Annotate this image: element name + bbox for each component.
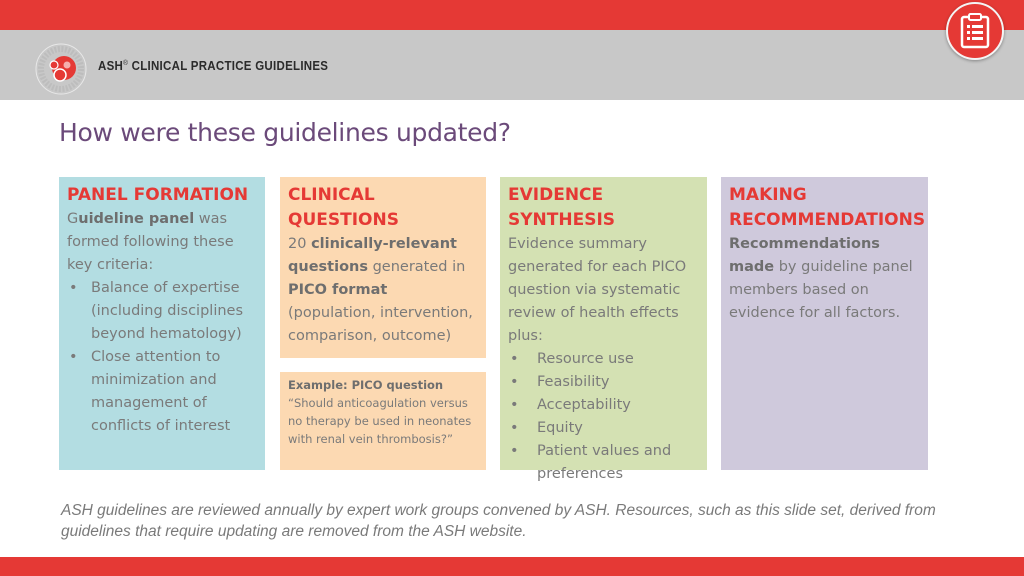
panel-formation-box [59,177,265,470]
brand-title: ASH® CLINICAL PRACTICE GUIDELINES [98,59,329,73]
clinical-questions-text: 20 clinically-relevant questions generated in PICO format (population, intervention, comparison, outcome) [288,236,473,344]
ash-logo-icon [34,42,88,96]
list-item: • Patient values and preferences [508,440,699,486]
clinical-questions-box [280,177,486,358]
clinical-questions-heading: CLINICAL QUESTIONS [288,185,399,230]
list-item: • Close attention to minimization and management of conflicts of interest [67,346,257,438]
pico-example-label: Example: PICO question [288,378,444,392]
list-item: • Resource use [508,348,699,371]
evidence-synthesis-heading: EVIDENCE SYNTHESIS [508,185,616,230]
bottom-accent-bar [0,557,1024,576]
page-title: How were these guidelines updated? [59,118,511,147]
footer-note: ASH guidelines are reviewed annually by expert work groups convened by ASH. Resources, such as this slide set, derived from guidelines that require updating are removed from the ASH website. [61,502,936,540]
list-item: • Acceptability [508,394,699,417]
clipboard-icon [946,2,1004,60]
panel-formation-heading: PANEL FORMATION [67,185,249,205]
making-recommendations-heading: MAKING RECOMMENDATIONS [729,185,926,230]
top-accent-bar [0,0,1024,30]
panel-formation-intro: Guideline panel was formed following these key criteria: [67,211,234,273]
pico-example-text: “Should anticoagulation versus no therapy be used in neonates with renal vein thrombosis?” [288,396,472,446]
list-item: • Balance of expertise (including disciplines beyond hematology) [67,277,257,346]
making-recommendations-box [721,177,928,470]
panel-formation-criteria [67,277,257,438]
making-recommendations-text: Recommendations made by guideline panel members based on evidence for all factors. [729,236,913,321]
list-item: • Feasibility [508,371,699,394]
pico-example-box [280,372,486,470]
evidence-synthesis-box [500,177,707,482]
evidence-synthesis-factors [508,348,699,486]
list-item: • Equity [508,417,699,440]
evidence-synthesis-intro: Evidence summary generated for each PICO question via systematic review of health effects plus: [508,236,687,344]
